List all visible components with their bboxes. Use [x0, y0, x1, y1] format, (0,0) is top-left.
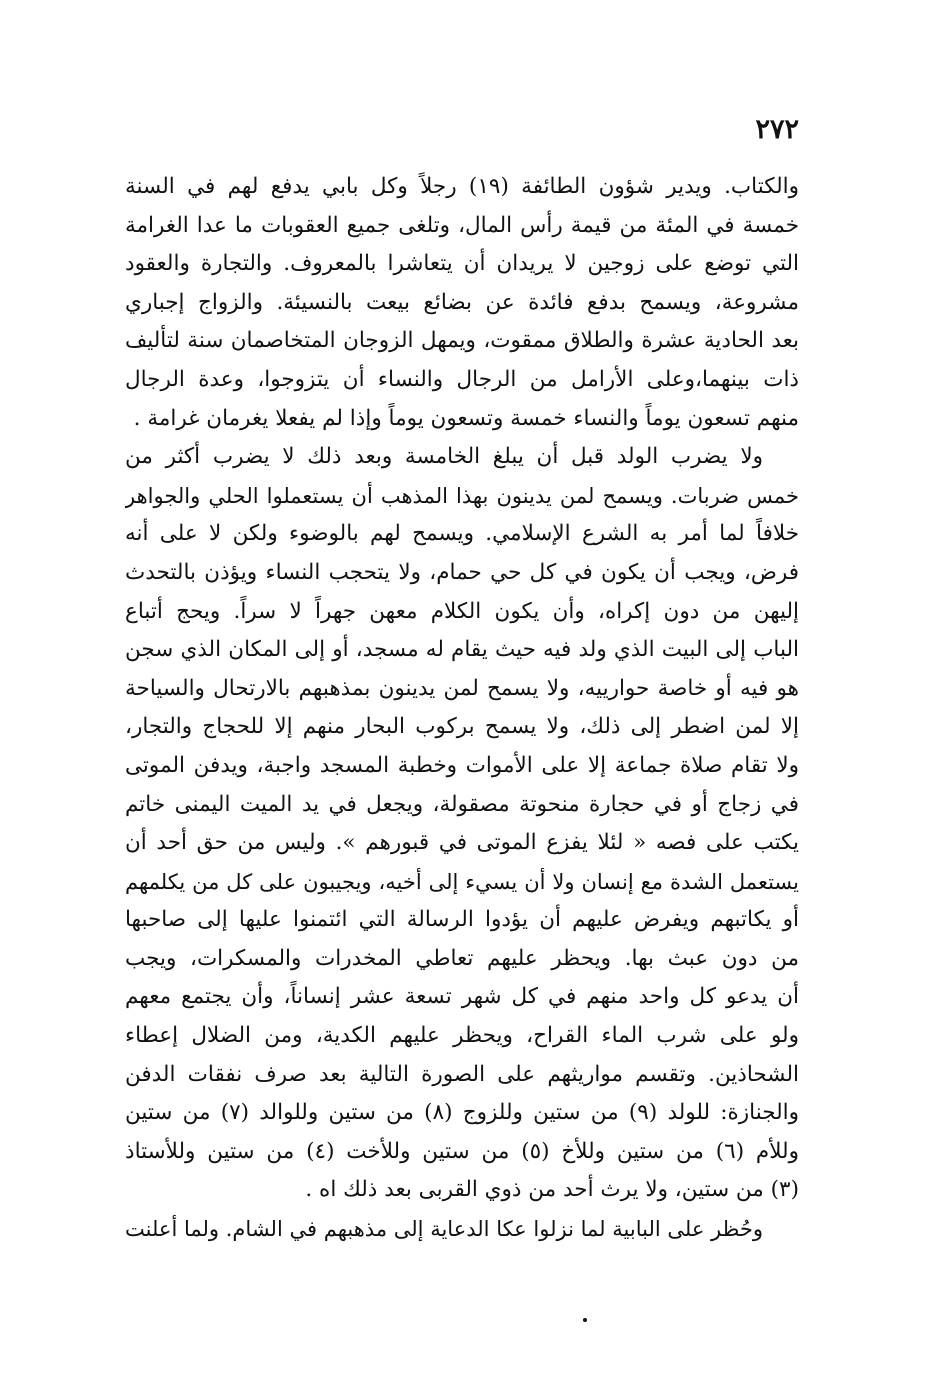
text-line: بعد الحادية عشرة والطلاق ممقوت، ويمهل الزوجان المتخاصمان سنة لتأليف — [125, 328, 799, 354]
text-line: هو فيه أو خاصة حوارييه، ولا يسمح لمن يدينون بمذهبهم بالارتحال والسياحة — [125, 675, 799, 701]
text-line: والجنازة: للولد (٩) من ستين وللزوج (٨) من ستين وللوالد (٧) من ستين — [125, 1100, 799, 1126]
text-line: في زجاج أو في حجارة منحوتة مصقولة، ويجعل في يد الميت اليمنى خاتم — [125, 791, 799, 817]
text-line: من دون عبث بها. ويحظر عليهم تعاطي المخدرات والمسكرات، ويجب — [125, 945, 799, 971]
text-line: ذات بينهما،وعلى الأرامل من الرجال والنساء أن يتزوجوا، وعدة الرجال — [125, 366, 799, 392]
paragraph-first-line: ولا يضرب الولد قبل أن يبلغ الخامسة وبعد ذلك لا يضرب أكثر من — [125, 444, 763, 470]
text-line: مشروعة، ويسمح بدفع فائدة عن بضائع بيعت بالنسيئة. والزواج إجباري — [125, 289, 799, 315]
text-line: إلا لمن اضطر إلى ذلك، ولا يسمح بركوب البحار منهم إلا للحجاج والتجار، — [125, 714, 799, 740]
text-line: ولا تقام صلاة جماعة إلا على الأموات وخطبة المسجد واجبة، ويدفن الموتى — [125, 752, 799, 778]
text-line: خمس ضربات. ويسمح لمن يدينون بهذا المذهب أن يستعملوا الحلي والجواهر — [125, 483, 799, 508]
text-line: أو يكاتبهم ويفرض عليهم أن يؤدوا الرسالة التي ائتمنوا عليها إلى صاحبها — [125, 907, 799, 933]
text-line: أن يدعو كل واحد منهم في كل شهر تسعة عشر إنساناً، وأن يجتمع معهم — [125, 984, 799, 1010]
text-line: إليهن من دون إكراه، وأن يكون الكلام معهن جهراً لا سراً. ويحج أتباع — [125, 598, 799, 624]
text-line: الشحاذين. وتقسم مواريثهم على الصورة التالية بعد صرف نفقات الدفن — [125, 1061, 799, 1087]
page-number: ٢٧٢ — [755, 114, 799, 145]
text-line: خلافاً لما أمر به الشرع الإسلامي. ويسمح لهم بالوضوء ولكن لا على أنه — [125, 521, 799, 547]
text-line: وللأم (٦) من ستين وللأخ (٥) من ستين وللأخت (٤) من ستين وللأستاذ — [125, 1138, 799, 1164]
text-line: منهم تسعون يوماً والنساء خمسة وتسعون يوماً وإذا لم يفعلا يغرمان غرامة . — [133, 405, 799, 431]
text-line: خمسة في المئة من قيمة رأس المال، وتلغى جميع العقوبات ما عدا الغرامة — [125, 212, 799, 238]
ink-dot — [583, 1318, 587, 1322]
text-line: والكتاب. ويدير شؤون الطائفة (١٩) رجلاً وكل بابي يدفع لهم في السنة — [125, 174, 799, 199]
paragraph-first-line: وحُظر على البابية لما نزلوا عكا الدعاية إلى مذهبهم في الشام. ولما أعلنت — [125, 1217, 763, 1242]
text-line: (٣) من ستين، ولا يرث أحد من ذوي القربى بعد ذلك اه . — [305, 1177, 799, 1203]
text-line: ولو على شرب الماء القراح، ويحظر عليهم الكدية، ومن الضلال إعطاء — [125, 1023, 799, 1049]
text-line: فرض، ويجب أن يكون في كل حي حمام، ولا يتحجب النساء ويؤذن بالتحدث — [125, 559, 799, 585]
text-line: الباب إلى البيت الذي ولد فيه حيث يقام له مسجد، أو إلى المكان الذي سجن — [125, 637, 799, 663]
body-text — [125, 168, 799, 1249]
text-line: التي توضع على زوجين لا يريدان أن يتعاشرا بالمعروف. والتجارة والعقود — [125, 251, 799, 277]
text-line: يكتب على فصه « لئلا يفزع الموتى في قبورهم ». وليس من حق أحد أن — [125, 830, 799, 856]
text-line: يستعمل الشدة مع إنسان ولا أن يسيء إلى أخيه، ويجيبون على كل من يكلمهم — [125, 869, 799, 894]
